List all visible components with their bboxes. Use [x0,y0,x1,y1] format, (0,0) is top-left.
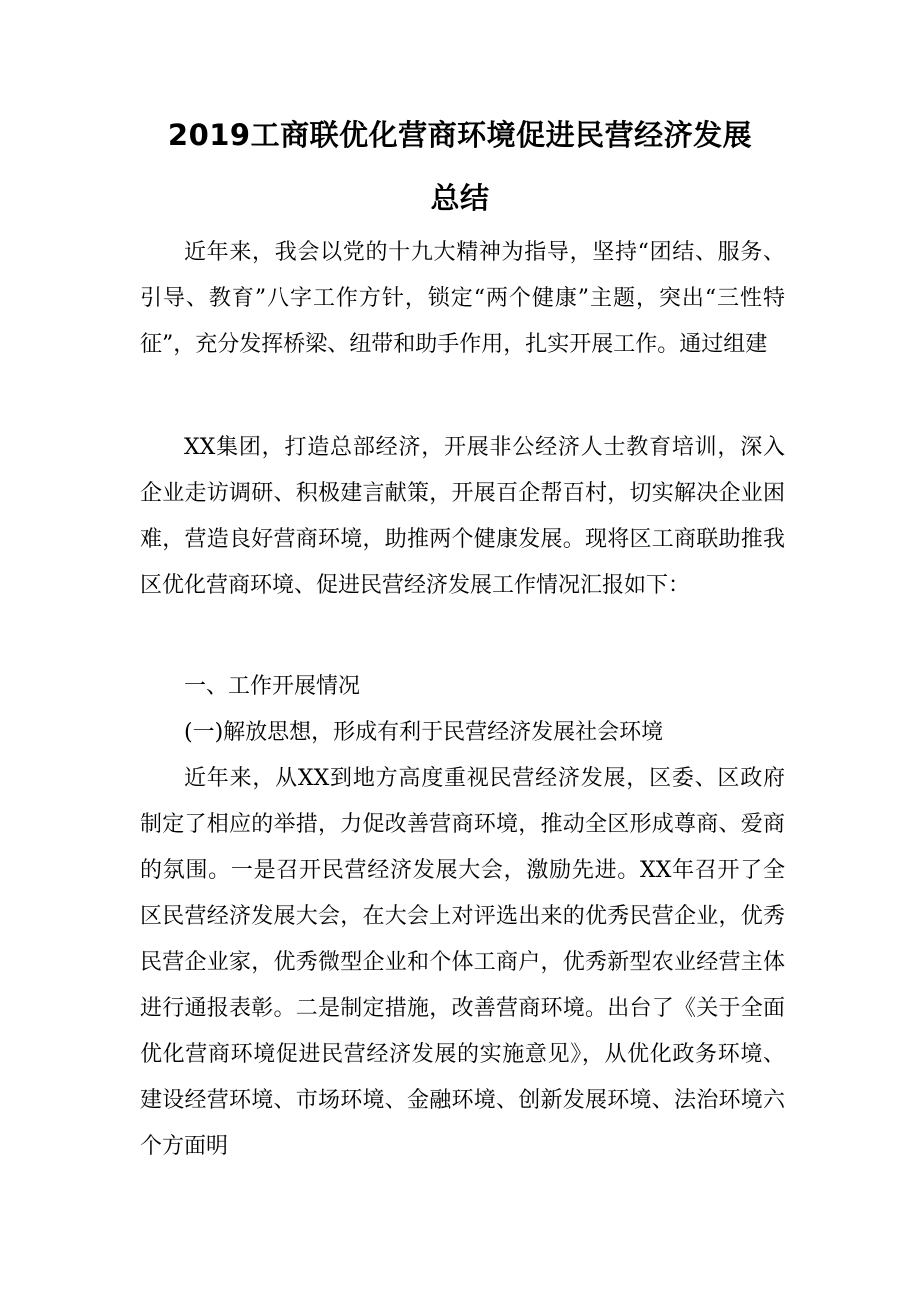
document-title-line-1: 2019工商联优化营商环境促进民营经济发展 [167,118,753,152]
paragraph-environment: 近年来，从XX到地方高度重视民营经济发展，区委、区政府制定了相应的举措，力促改善营商环境，推动全区形成尊商、爱商的氛围。一是召开民营经济发展大会，激励先进。XX年召开了全区民营经济发展大会，在大会上对评选出来的优秀民营企业，优秀民营企业家，优秀微型企业和个体工商户，优秀新型农业经营主体进行通报表彰。二是制定措施，改善营商环境。出台了《关于全面优化营商环境促进民营经济发展的实施意见》，从优化政务环境、建设经营环境、市场环境、金融环境、创新发展环境、法治环境六个方面明 [140,766,785,1159]
section-heading: 一、工作开展情况 [184,674,361,699]
subsection-heading: (一)解放思想，形成有利于民营经济发展社会环境 [184,720,664,745]
paragraph-intro: 近年来，我会以党的十九大精神为指导，坚持“团结、服务、引导、教育”八字工作方针，锁定“两个健康”主题，突出“三性特征”，充分发挥桥梁、纽带和助手作用，扎实开展工作。通过组建 [140,240,785,357]
document-title-line-2: 总结 [430,181,490,215]
paragraph-group: XX集团，打造总部经济，开展非公经济人士教育培训，深入企业走访调研、积极建言献策，开展百企帮百村，切实解决企业困难，营造良好营商环境，助推两个健康发展。现将区工商联助推我区优化营商环境、促进民营经济发展工作情况汇报如下： [140,435,785,598]
